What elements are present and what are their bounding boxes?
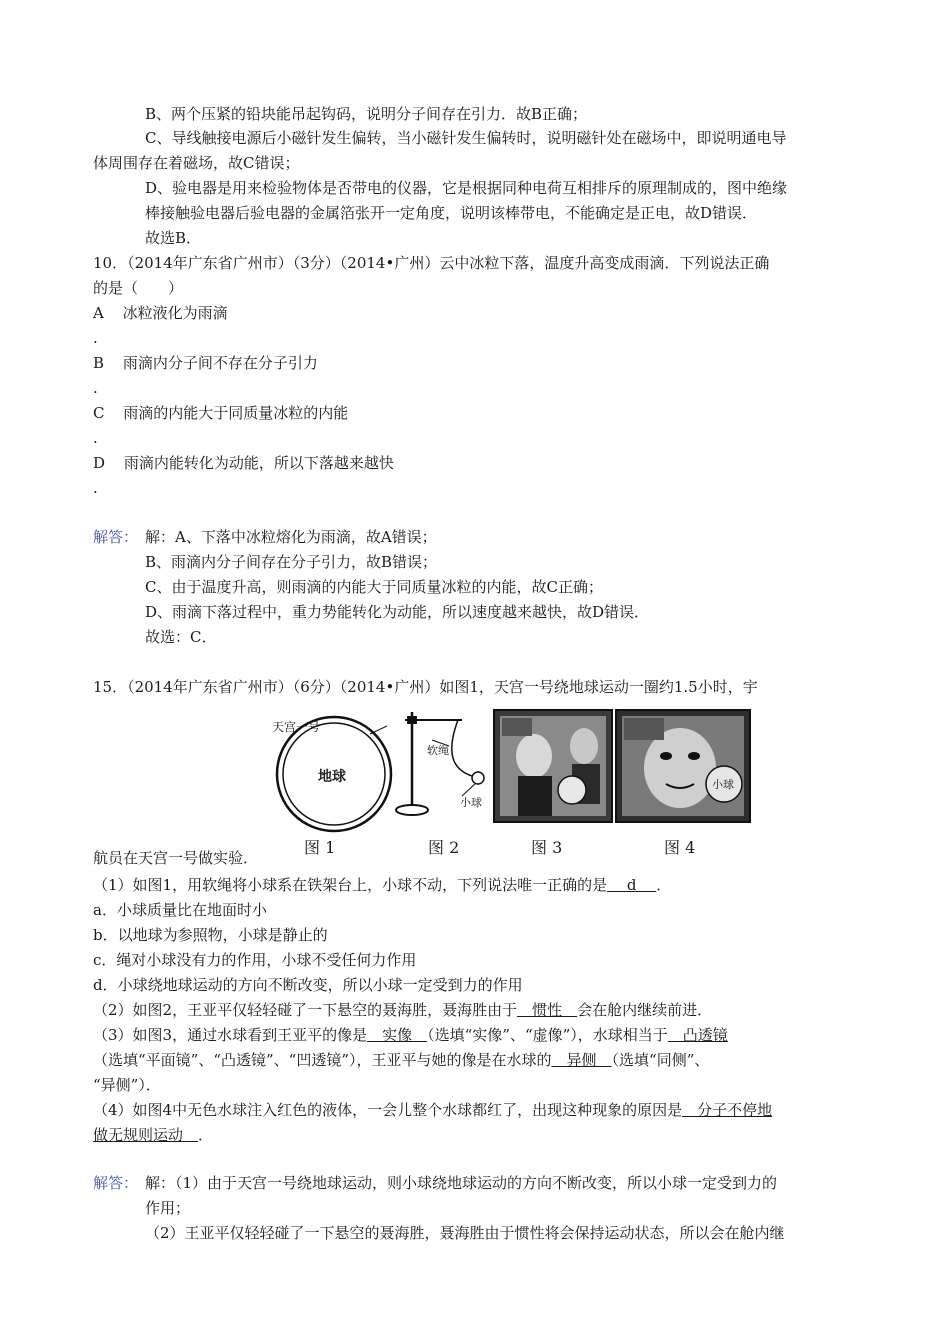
part1-end: ． (656, 876, 672, 894)
q9-option-c-text: C、导线触接电源后小磁针发生偏转，当小磁针发生偏转时，说明磁针处在磁场中，即说明通电导 (145, 129, 787, 147)
fig2-caption: 图 2 (428, 838, 460, 857)
q10-option-d (93, 453, 394, 473)
part1-text: （1）如图1，用软绳将小球系在铁架台上，小球不动，下列说法唯一正确的是 (93, 876, 608, 894)
option-letter: B (93, 354, 105, 372)
q15-option-a: a．小球质量比在地面时小 (93, 901, 267, 919)
option-dot: . (93, 429, 98, 447)
q9-option-d-text: D、验电器是用来检验物体是否带电的仪器，它是根据同种电荷互相排斥的原理制成的，图中绝缘 (145, 179, 788, 197)
part3-line2-text: （选填“平面镜”、“凸透镜”、“凹透镜”），王亚平与她的像是在水球的 (93, 1051, 552, 1069)
option-text: 雨滴内分子间不存在分子引力 (122, 354, 318, 372)
ball-circle (472, 772, 484, 784)
option-dot: . (93, 479, 98, 497)
fig3-caption: 图 3 (531, 838, 563, 857)
q15-answer-line: 解：（1）由于天宫一号绕地球运动，则小球绕地球运动的方向不断改变，所以小球一定受到力的 (145, 1174, 778, 1192)
fig4-photo (616, 710, 750, 822)
q15-option-c: c．绳对小球没有力的作用，小球不受任何力作用 (93, 951, 417, 969)
q10-option-c (93, 403, 348, 423)
rope-line (452, 720, 472, 776)
option-text: 雨滴内能转化为动能，所以下落越来越快 (123, 454, 394, 472)
part3-answer-2: 凸透镜 (667, 1026, 728, 1044)
q15-part4-line2 (93, 1125, 213, 1145)
q10-answer-label: 解答： (93, 528, 139, 546)
q15-part2 (93, 1000, 712, 1020)
ball-label: 小球 (460, 796, 482, 809)
part2-text: （2）如图2，王亚平仅轻轻碰了一下悬空的聂海胜，聂海胜由于 (93, 1001, 518, 1019)
tiangong-label: 天宫一号 (272, 720, 321, 734)
q15-figure (272, 706, 752, 856)
part2-answer: 惯性 (517, 1001, 578, 1019)
q15-part4 (93, 1100, 772, 1120)
stand-clamp (407, 716, 417, 724)
q10-option-a (93, 303, 228, 323)
q15-stem-cont: 航员在天宫一号做实验． (93, 849, 259, 867)
q9-conclusion: 故选B． (145, 229, 202, 247)
part3-line2-end: （选填“同侧”、 (611, 1051, 710, 1069)
part2-end: 会在舱内继续前进． (577, 1001, 713, 1019)
q15-answer-label: 解答： (93, 1174, 139, 1192)
earth-label: 地球 (318, 769, 346, 785)
part3-answer-3: 异侧 (551, 1051, 612, 1069)
q15-part3-line3: “异侧”）． (93, 1076, 161, 1094)
option-dot: . (93, 379, 98, 397)
part4-end: ． (198, 1126, 214, 1144)
q15-option-b: b．以地球为参照物，小球是静止的 (93, 926, 328, 944)
option-letter: A (93, 304, 104, 322)
q9-option-b-text: B、两个压紧的铅块能吊起钩码，说明分子间存在引力．故B正确； (145, 105, 588, 123)
q15-part3 (93, 1025, 728, 1045)
option-letter: D (93, 454, 106, 472)
part3-answer-1: 实像 (367, 1026, 428, 1044)
q10-answer-line: 解：A、下落中冰粒熔化为雨滴，故A错误； (145, 528, 437, 546)
rope-label: 软绳 (427, 744, 449, 757)
q10-answer-line: C、由于温度升高，则雨滴的内能大于同质量冰粒的内能，故C正确； (145, 578, 603, 596)
q10-stem: 10．（2014年广东省广州市）（3分）（2014•广州）云中冰粒下落，温度升高变成雨滴．下列说法正确 (93, 254, 770, 272)
q10-answer-line: B、雨滴内分子间存在分子引力，故B错误； (145, 553, 438, 571)
part4-answer-2: 做无规则运动 (93, 1126, 199, 1144)
q15-part3-line2 (93, 1050, 709, 1070)
option-text: 雨滴的内能大于同质量冰粒的内能 (123, 404, 349, 422)
part4-answer-1: 分子不停地 (682, 1101, 773, 1119)
q15-option-d: d．小球绕地球运动的方向不断改变，所以小球一定受到力的作用 (93, 976, 523, 994)
fig4-caption: 图 4 (664, 838, 696, 857)
fig3-photo (494, 710, 612, 822)
q10-stem-cont: 的是（ ） (93, 279, 184, 297)
fig4-ball-label: 小球 (712, 778, 734, 791)
q9-option-d-text-cont: 棒接触验电器后验电器的金属箔张开一定角度，说明该棒带电，不能确定是正电，故D错误． (145, 204, 758, 222)
fig1-caption: 图 1 (304, 838, 336, 857)
q9-option-c-text-cont: 体周围存在着磁场，故C错误； (93, 154, 300, 172)
part4-text: （4）如图4中无色水球注入红色的液体，一会儿整个水球都红了，出现这种现象的原因是 (93, 1101, 683, 1119)
q10-answer-line: 故选：C． (145, 628, 217, 646)
option-letter: C (93, 404, 105, 422)
stand-base (396, 805, 428, 815)
q15-answer-line: 作用； (145, 1199, 191, 1217)
q15-answer-line: （2）王亚平仅轻轻碰了一下悬空的聂海胜，聂海胜由于惯性将会保持运动状态，所以会在舱内继 (145, 1224, 785, 1242)
option-text: 冰粒液化为雨滴 (122, 304, 228, 322)
q10-option-b (93, 353, 318, 373)
q15-part1 (93, 875, 671, 895)
part1-answer: d (607, 876, 657, 894)
q15-stem: 15．（2014年广东省广州市）（6分）（2014•广州）如图1，天宫一号绕地球运动一圈约1.5小时，宇 (93, 678, 758, 696)
option-dot: . (93, 329, 98, 347)
part3-text: （3）如图3，通过水球看到王亚平的像是 (93, 1026, 368, 1044)
part3-mid: （选填“实像”、“虚像”），水球相当于 (427, 1026, 668, 1044)
q10-answer-line: D、雨滴下落过程中，重力势能转化为动能，所以速度越来越快，故D错误． (145, 603, 650, 621)
tiangong-pointer (370, 726, 387, 734)
